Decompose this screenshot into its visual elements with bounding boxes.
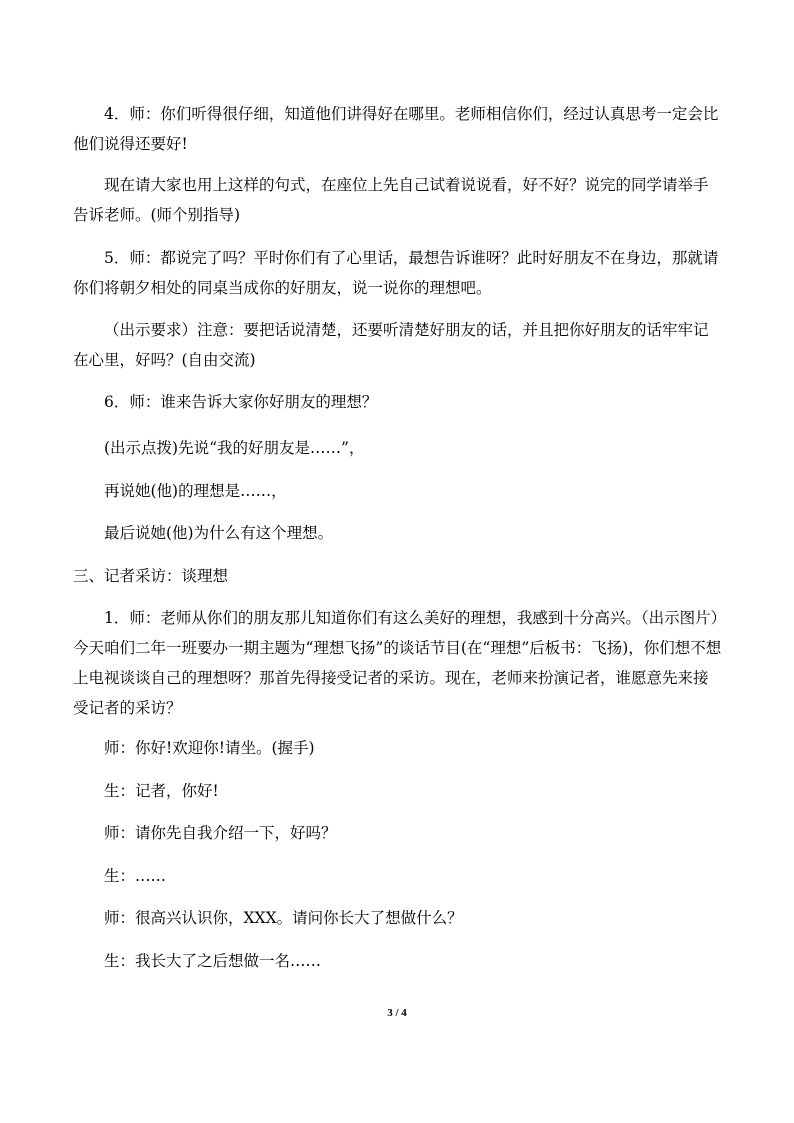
dialogue-line-student-ellipsis: 生：…… — [104, 867, 167, 885]
paragraph-teacher-4: 4．师：你们听得很仔细，知道他们讲得好在哪里。老师相信你们，经过认真思考一定会比他们说得还要好! — [73, 105, 719, 153]
paragraph-hint-then: 再说她(他)的理想是……， — [104, 482, 287, 500]
dialogue-line-student-answer: 生：我长大了之后想做一名…… — [104, 952, 322, 970]
dialogue-line-teacher-greeting: 师：你好!欢迎你!请坐。(握手) — [104, 739, 315, 757]
dialogue-line-student-greeting: 生：记者，你好! — [104, 782, 219, 800]
paragraph-hint-first: (出示点拨)先说“我的好朋友是……”， — [104, 439, 365, 457]
dialogue-line-teacher-question: 师：很高兴认识你，XXX。请问你长大了想做什么？ — [104, 909, 463, 927]
section-heading-interview: 三、记者采访：谈理想 — [73, 567, 229, 585]
paragraph-teacher-1-interview: 1．师：老师从你们的朋友那儿知道你们有这么美好的理想，我感到十分高兴。（出示图片）今天咱们二年一班要办一期主题为“理想飞扬”的谈话节目(在“理想”后板书：飞扬)，你们想不想上电视谈谈自己的理想呀？那首先得接受记者的采访。现在，老师来扮演记者，谁愿意先来接受记者的采访？ — [73, 609, 722, 717]
paragraph-teacher-5: 5．师：都说完了吗？平时你们有了心里话，最想告诉谁呀？此时好朋友不在身边，那就请你们将朝夕相处的同桌当成你的好朋友，说一说你的理想吧。 — [73, 249, 719, 297]
paragraph-hint-last: 最后说她(他)为什么有这个理想。 — [104, 524, 334, 542]
dialogue-line-teacher-intro: 师：请你先自我介绍一下，好吗？ — [104, 824, 337, 842]
page-number: 3 / 4 — [387, 1007, 407, 1019]
paragraph-practice-instruction: 现在请大家也用上这样的句式，在座位上先自己试着说说看，好不好？说完的同学请举手告诉老师。(师个别指导) — [73, 176, 709, 224]
paragraph-teacher-6: 6．师：谁来告诉大家你好朋友的理想？ — [104, 393, 378, 411]
paragraph-requirements: （出示要求）注意：要把话说清楚，还要听清楚好朋友的话，并且把你好朋友的话牢牢记在心里，好吗？(自由交流) — [73, 321, 709, 369]
